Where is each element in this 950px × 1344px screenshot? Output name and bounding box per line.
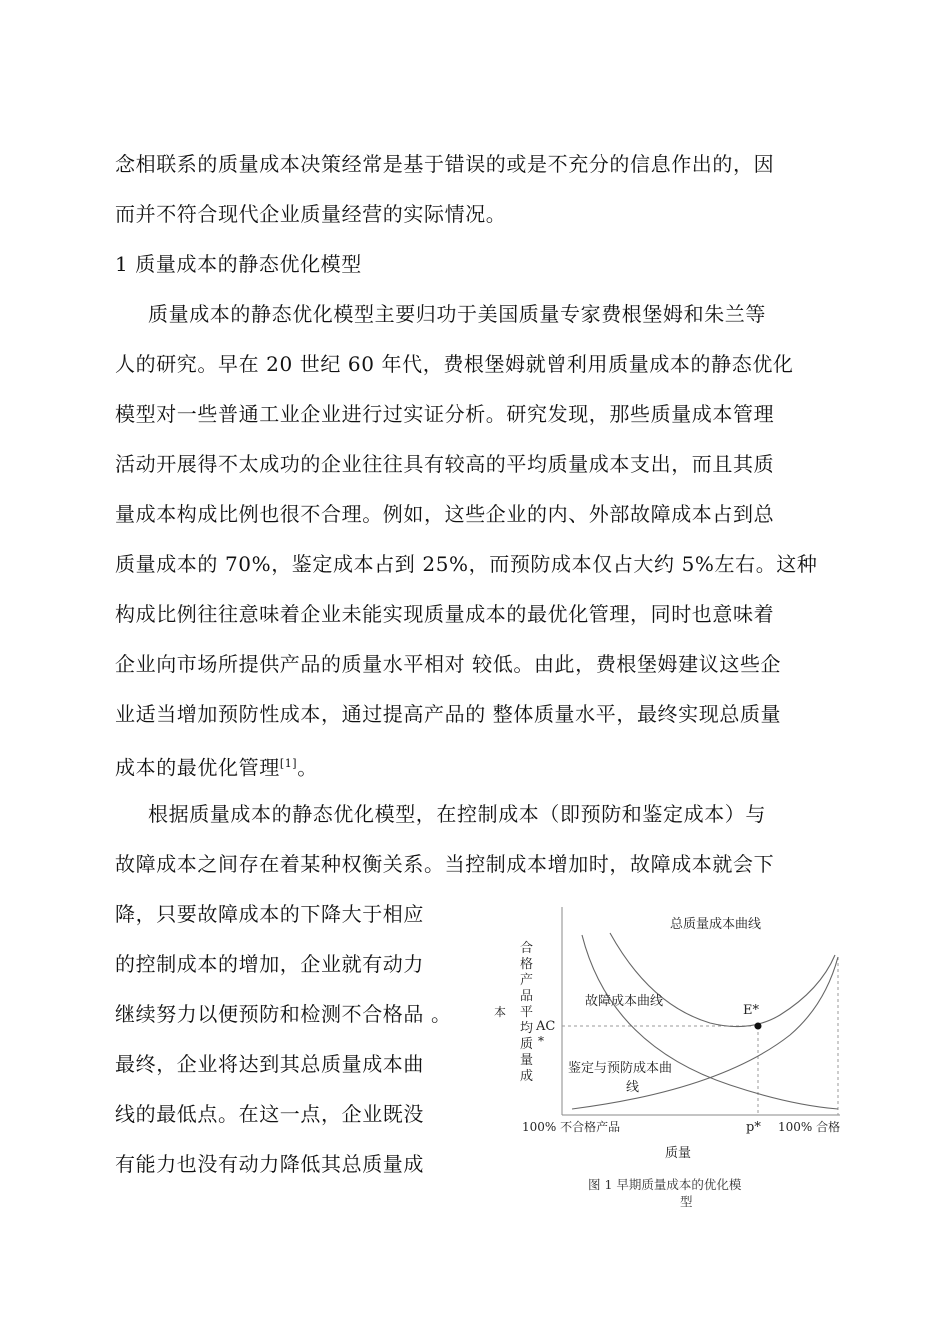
y-title-char: 产 [520, 973, 534, 988]
ac-star: * [538, 1034, 544, 1048]
y-title-char: 格 [520, 957, 534, 972]
text-line: 人的研究。早在 20 世纪 60 年代，费根堡姆就曾利用质量成本的静态优化 [115, 352, 794, 376]
text-line: 质量成本的静态优化模型主要归功于美国质量专家费根堡姆和朱兰等 [148, 302, 766, 326]
y-title-char: 均 [520, 1021, 534, 1036]
y-axis-title [494, 941, 533, 1084]
failure-cost-curve [582, 935, 838, 1109]
failure-curve-label: 故障成本曲线 [585, 994, 664, 1009]
point-e-label: E* [743, 1003, 759, 1018]
y-title-char: 合 [520, 941, 534, 956]
quality-cost-figure [494, 895, 860, 1225]
figure-caption-cont: 型 [680, 1194, 693, 1209]
ac-label: AC [536, 1019, 556, 1034]
text-span: 成本的最优化管理 [115, 755, 280, 780]
y-title-char: 质 [520, 1037, 534, 1052]
total-curve-label: 总质量成本曲线 [670, 917, 762, 932]
x-axis-title: 质量 [665, 1146, 692, 1161]
y-title-char: 量 [520, 1053, 534, 1068]
text-line: 活动开展得不太成功的企业往往具有较高的平均质量成本支出，而且其质 [115, 452, 775, 476]
appraisal-curve-label: 鉴定与预防成本曲 [568, 1061, 673, 1076]
text-line: 根据质量成本的静态优化模型，在控制成本（即预防和鉴定成本）与 [148, 802, 766, 826]
text-line: 念相联系的质量成本决策经常是基于错误的或是不充分的信息作出的，因 [115, 152, 775, 176]
appraisal-curve-label-cont: 线 [626, 1080, 640, 1095]
y-title-char: 成 [520, 1069, 534, 1084]
text-line: 而并不符合现代企业质量经营的实际情况。 [115, 202, 507, 226]
x-mid-label: p* [746, 1120, 761, 1135]
y-title-extra: 本 [494, 1005, 507, 1019]
text-line: 业适当增加预防性成本，通过提高产品的 整体质量水平，最终实现总质量 [115, 702, 782, 726]
text-line: 线的最低点。在这一点，企业既没 [115, 1102, 424, 1126]
text-span: 。 [297, 755, 318, 780]
x-left-label: 100% 不合格产品 [522, 1120, 621, 1134]
x-right-label: 100% 合格 [778, 1120, 841, 1134]
text-line: 故障成本之间存在着某种权衡关系。当控制成本增加时，故障成本就会下 [115, 852, 775, 876]
text-line: 构成比例往往意味着企业未能实现质量成本的最优化管理，同时也意味着 [115, 602, 775, 626]
section-heading: 1 质量成本的静态优化模型 [115, 252, 362, 276]
citation-ref[interactable]: [1] [279, 757, 298, 770]
text-line: 继续努力以便预防和检测不合格品 。 [115, 1002, 452, 1026]
text-line: 的控制成本的增加，企业就有动力 [115, 952, 424, 976]
text-line: 质量成本的 70%，鉴定成本占到 25%，而预防成本仅占大约 5%左右。这种 [115, 552, 818, 576]
optimum-point [755, 1023, 762, 1030]
figure-caption: 图 1 早期质量成本的优化模 [588, 1177, 742, 1192]
y-title-char: 品 [520, 989, 534, 1004]
text-line: 降，只要故障成本的下降大于相应 [115, 902, 424, 926]
text-line: 企业向市场所提供产品的质量水平相对 较低。由此，费根堡姆建议这些企 [115, 652, 782, 676]
text-line [115, 752, 318, 780]
text-line: 模型对一些普通工业企业进行过实证分析。研究发现，那些质量成本管理 [115, 402, 775, 426]
text-line: 最终，企业将达到其总质量成本曲 [115, 1052, 424, 1076]
text-line: 有能力也没有动力降低其总质量成 [115, 1152, 424, 1176]
total-cost-curve [610, 933, 835, 1027]
appraisal-prevention-cost-curve [572, 957, 838, 1109]
text-line: 量成本构成比例也很不合理。例如，这些企业的内、外部故障成本占到总 [115, 502, 775, 526]
y-title-char: 平 [520, 1005, 534, 1020]
